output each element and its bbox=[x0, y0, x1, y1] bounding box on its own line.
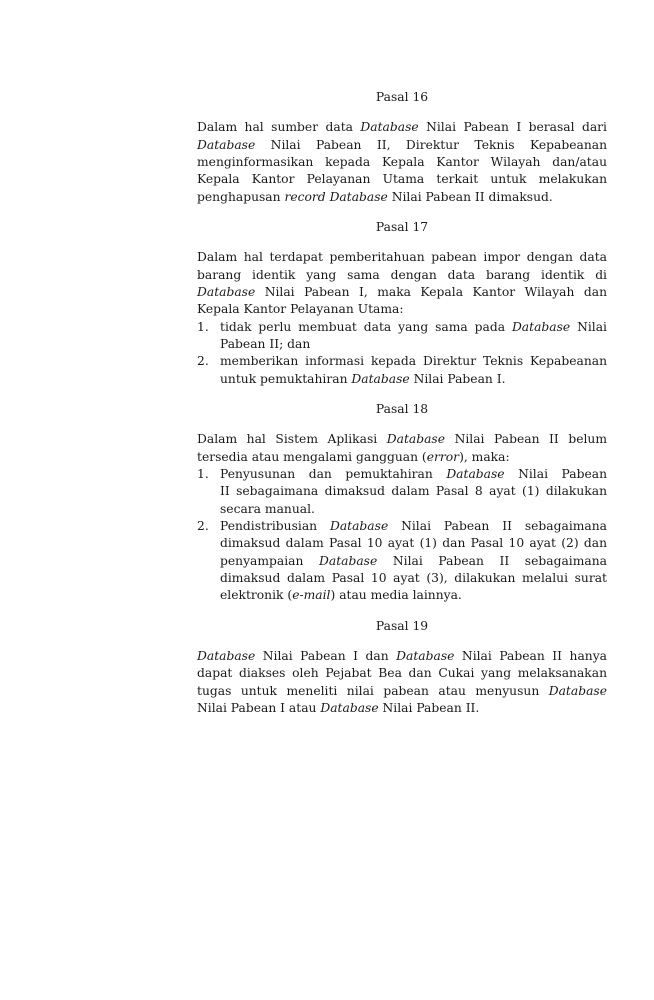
paragraph bbox=[197, 119, 607, 206]
text-run: Nilai Pabean II dimaksud. bbox=[387, 189, 553, 204]
text-run: Kepala Kantor Pelayanan Utama terkait untuk melakukan bbox=[197, 172, 607, 187]
list-item bbox=[197, 353, 607, 388]
text-run: Nilai Pabean II hanya bbox=[454, 649, 607, 664]
text-line bbox=[197, 284, 607, 301]
text-line bbox=[197, 431, 607, 448]
italic-term: Database bbox=[197, 649, 256, 664]
text-run: Dalam hal sumber data bbox=[197, 120, 361, 135]
document-page bbox=[197, 89, 607, 730]
text-line bbox=[197, 154, 607, 171]
text-run: Nilai Pabean II belum bbox=[445, 432, 607, 447]
italic-term: Database bbox=[446, 467, 505, 482]
text-run: Kepala Kantor Pelayanan Utama: bbox=[197, 302, 404, 317]
text-run: dimaksud dalam Pasal 10 ayat (1) dan Pasal 10 ayat (2) dan bbox=[220, 536, 607, 551]
text-run: penyampaian bbox=[220, 553, 320, 568]
article-heading: Pasal 17 bbox=[375, 220, 429, 235]
text-run: II sebagaimana dimaksud dalam Pasal 8 ayat (1) dilakukan bbox=[220, 484, 607, 499]
text-run: ) atau media lainnya. bbox=[330, 588, 462, 603]
italic-term: Database bbox=[329, 519, 389, 534]
text-run: dapat diakses oleh Pejabat Bea dan Cukai yang melaksanakan bbox=[197, 666, 607, 681]
italic-term: Database bbox=[396, 649, 455, 664]
article-section bbox=[197, 618, 607, 718]
text-line bbox=[220, 501, 607, 518]
text-run: memberikan informasi kepada Direktur Teknis Kepabeanan bbox=[220, 354, 607, 369]
italic-term: Database bbox=[197, 137, 256, 152]
text-run: elektronik ( bbox=[220, 588, 293, 603]
italic-term: Database bbox=[360, 120, 419, 135]
text-line bbox=[197, 189, 607, 206]
list-item bbox=[197, 319, 607, 354]
list-item bbox=[197, 466, 607, 518]
text-line bbox=[220, 570, 607, 587]
text-run: Nilai Pabean I, maka Kepala Kantor Wilayah dan bbox=[255, 285, 607, 299]
text-line bbox=[197, 449, 607, 466]
list-number: 1. bbox=[197, 319, 209, 334]
text-line bbox=[197, 683, 607, 700]
text-line bbox=[197, 648, 607, 665]
text-run: tersedia atau mengalami gangguan ( bbox=[197, 449, 427, 464]
text-line bbox=[197, 700, 607, 717]
text-run: penghapusan bbox=[197, 189, 285, 204]
text-line bbox=[220, 466, 607, 483]
text-run: Penyusunan dan pemuktahiran bbox=[220, 467, 447, 482]
article-heading: Pasal 19 bbox=[375, 618, 429, 633]
text-line bbox=[197, 119, 607, 136]
article-heading: Pasal 18 bbox=[375, 402, 429, 417]
list-item bbox=[197, 518, 607, 605]
text-run: Nilai Pabean II, Direktur Teknis Kepabeanan bbox=[255, 137, 607, 152]
text-run: Nilai Pabean I. bbox=[409, 371, 506, 386]
italic-term: error bbox=[426, 449, 460, 464]
text-line bbox=[220, 336, 607, 353]
text-line bbox=[220, 553, 607, 570]
text-run: Pendistribusian bbox=[220, 519, 330, 534]
text-line bbox=[220, 371, 607, 388]
text-run: dimaksud dalam Pasal 10 ayat (3), dilakukan melalui surat bbox=[220, 571, 607, 586]
text-run: tugas untuk meneliti nilai pabean atau menyusun bbox=[197, 683, 549, 698]
text-line bbox=[220, 353, 607, 370]
italic-term: Database bbox=[351, 371, 410, 386]
text-line bbox=[197, 665, 607, 682]
text-run: Nilai Pabean bbox=[504, 467, 607, 482]
article-section bbox=[197, 89, 607, 206]
paragraph bbox=[197, 431, 607, 466]
italic-term: Database bbox=[319, 553, 378, 568]
text-run: Pabean II; dan bbox=[220, 337, 311, 352]
article-heading: Pasal 16 bbox=[375, 90, 429, 104]
text-run: Nilai bbox=[570, 319, 607, 334]
italic-term: Database bbox=[386, 432, 446, 447]
text-run: Dalam hal Sistem Aplikasi bbox=[197, 432, 387, 447]
text-run: secara manual. bbox=[220, 501, 315, 516]
text-run: Nilai Pabean II sebagaimana bbox=[377, 553, 607, 568]
text-run: ), maka: bbox=[459, 449, 510, 464]
italic-term: record Database bbox=[284, 189, 388, 204]
article-section bbox=[197, 401, 607, 605]
text-line bbox=[220, 535, 607, 552]
text-run: Nilai Pabean I dan bbox=[255, 649, 397, 664]
article-section bbox=[197, 219, 607, 388]
paragraph bbox=[197, 648, 607, 717]
paragraph bbox=[197, 249, 607, 318]
text-run: Dalam hal terdapat pemberitahuan pabean impor dengan data bbox=[197, 250, 607, 265]
text-line bbox=[220, 319, 607, 336]
text-run: tidak perlu membuat data yang sama pada bbox=[220, 319, 512, 334]
list-number: 1. bbox=[197, 467, 209, 482]
text-run: Nilai Pabean II. bbox=[378, 701, 480, 716]
italic-term: Database bbox=[548, 683, 607, 698]
text-run: barang identik yang sama dengan data barang identik di bbox=[197, 267, 607, 282]
italic-term: Database bbox=[511, 319, 571, 334]
italic-term: Database bbox=[320, 701, 379, 716]
text-run: untuk pemuktahiran bbox=[220, 371, 352, 386]
text-line bbox=[220, 483, 607, 500]
list-number: 2. bbox=[197, 519, 209, 534]
text-line bbox=[197, 301, 607, 318]
text-line bbox=[197, 267, 607, 284]
text-line bbox=[197, 137, 607, 154]
list-number: 2. bbox=[197, 354, 209, 369]
text-line bbox=[220, 587, 607, 604]
italic-term: Database bbox=[197, 285, 256, 299]
italic-term: e-mail bbox=[292, 588, 331, 603]
text-run: Nilai Pabean I berasal dari bbox=[418, 120, 607, 135]
text-run: Nilai Pabean II sebagaimana bbox=[388, 519, 607, 534]
text-run: menginformasikan kepada Kepala Kantor Wilayah dan/atau bbox=[197, 154, 607, 169]
text-line bbox=[220, 518, 607, 535]
text-line bbox=[197, 249, 607, 266]
text-line bbox=[197, 171, 607, 188]
text-run: Nilai Pabean I atau bbox=[197, 701, 321, 716]
